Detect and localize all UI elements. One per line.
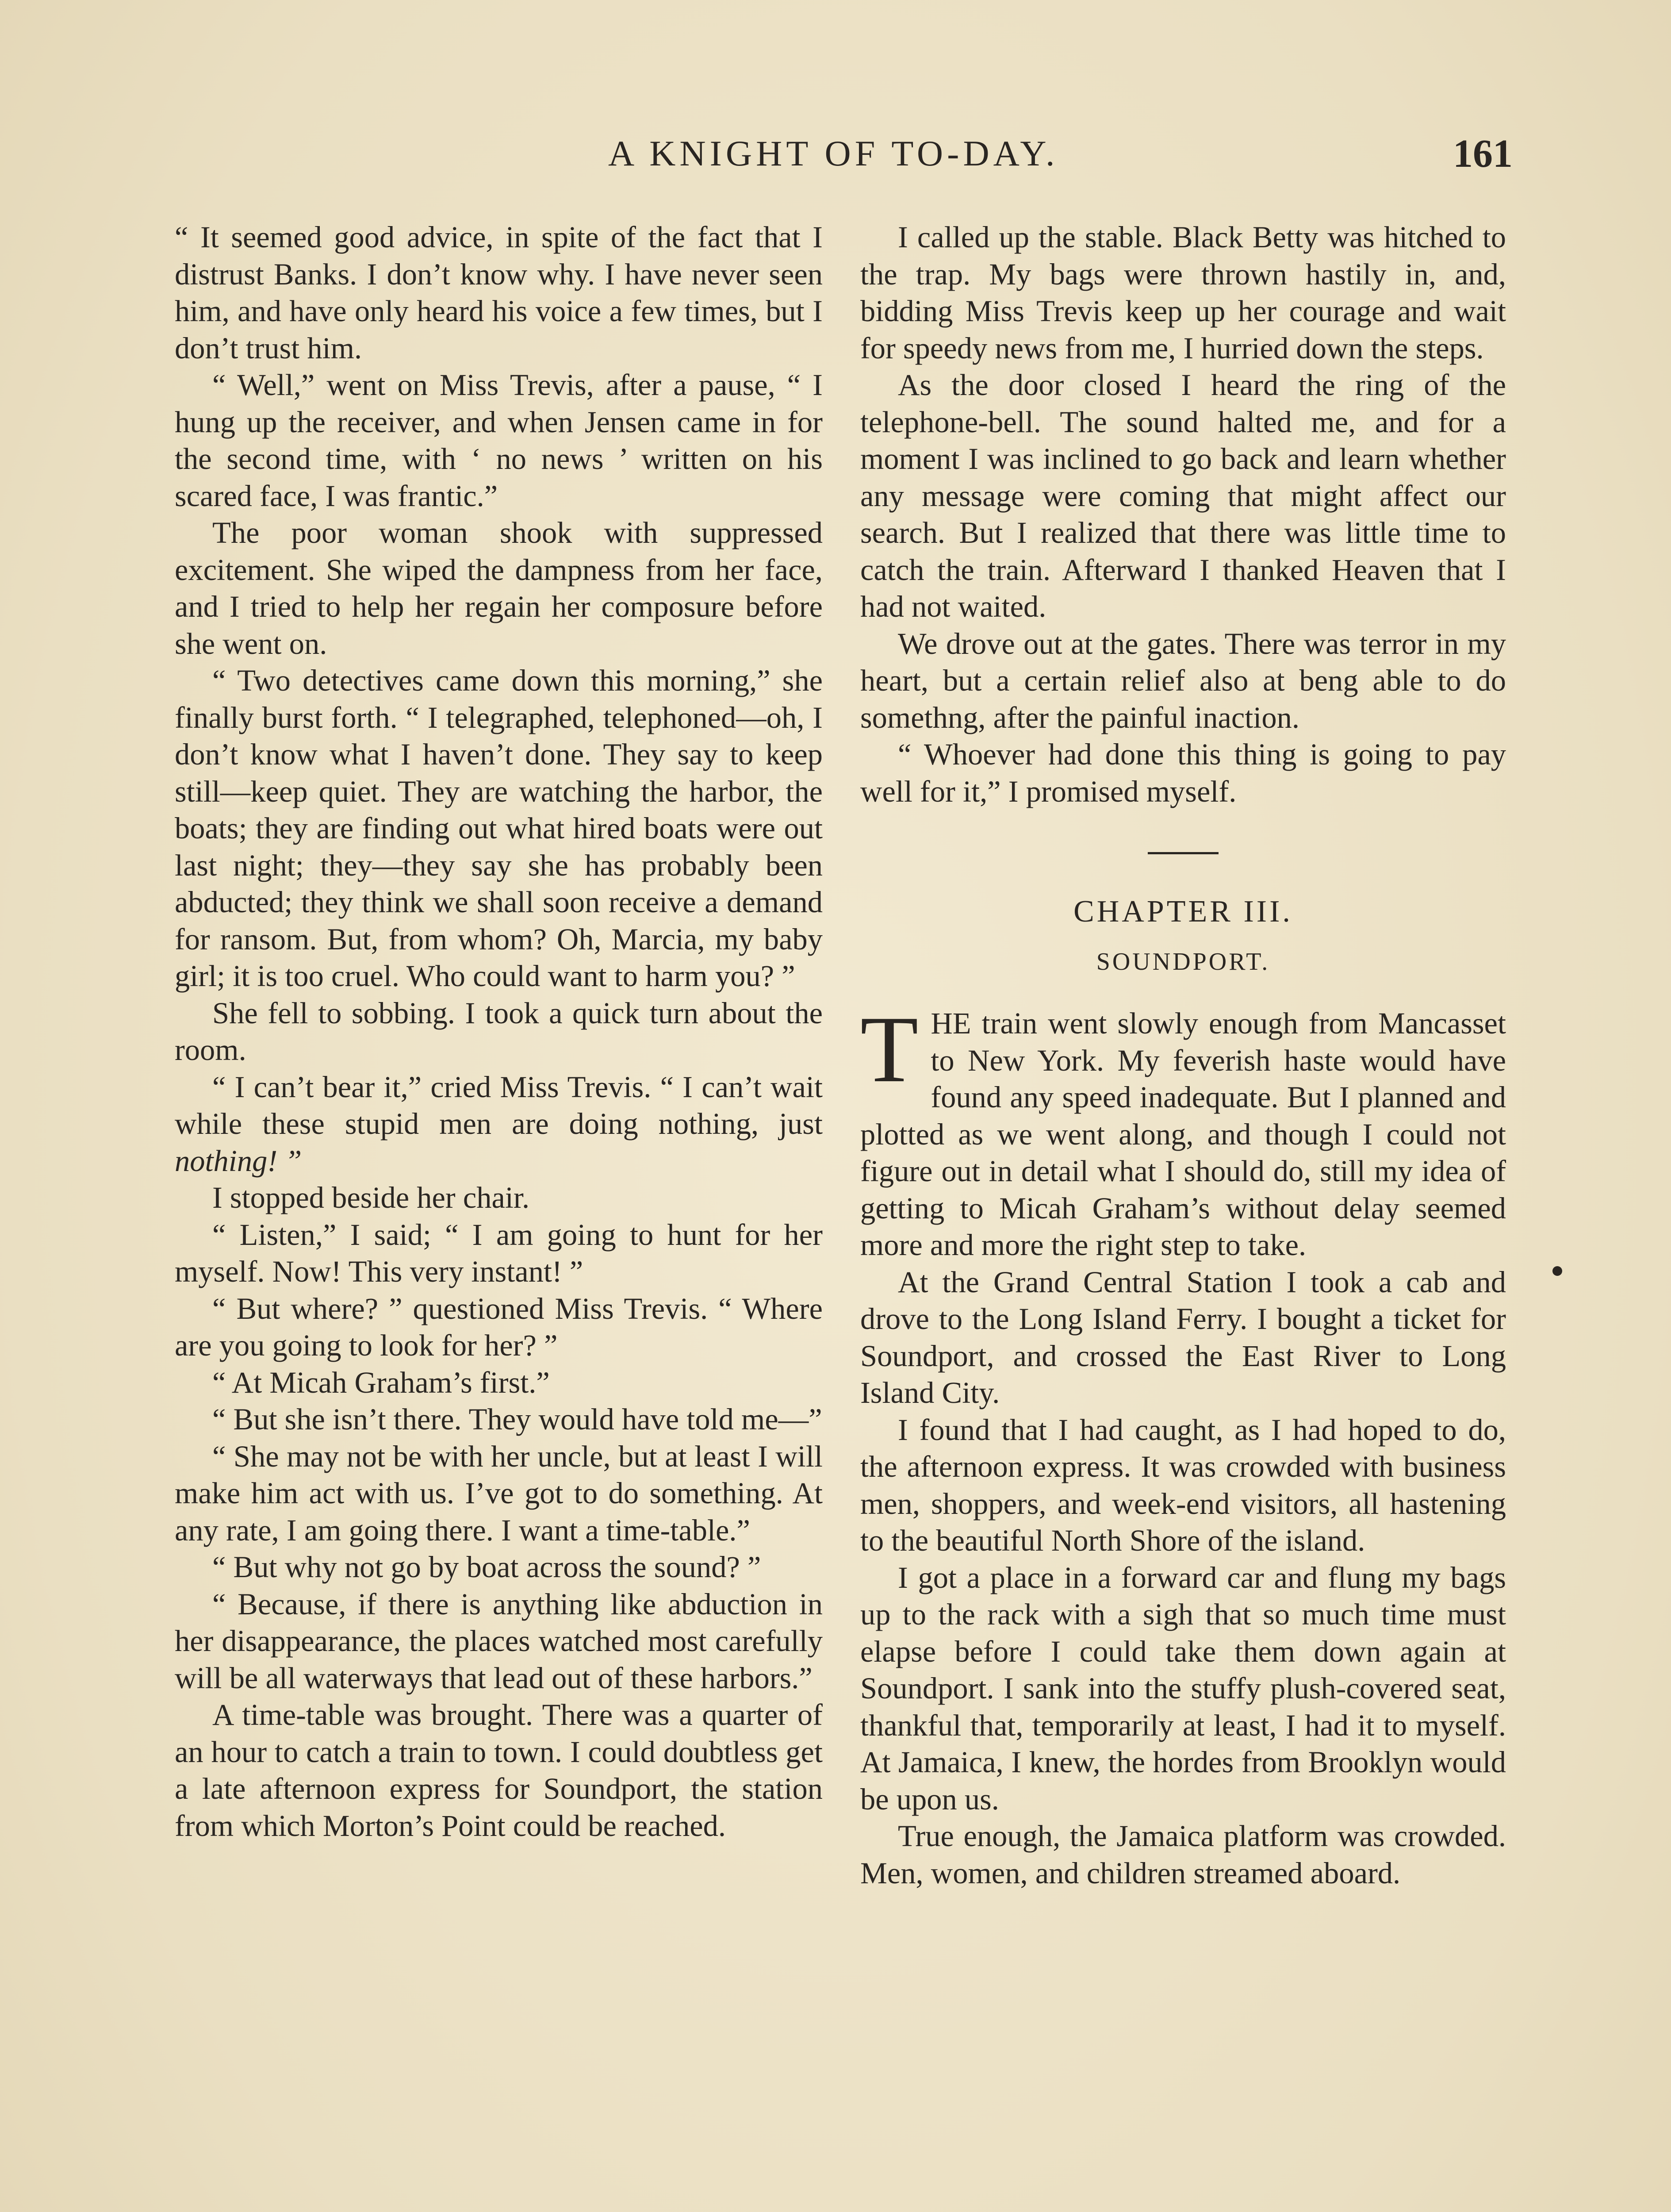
page-number: 161	[1453, 132, 1513, 176]
paragraph: “ Two detectives came down this morning,” she finally burst forth. “ I telegraphed, telephoned—oh, I don’t know what I haven’t done. They say to keep still—keep quiet. They are watching the harbor, the boats; they are finding out what hired boats were out last night; they—they say she has probably been abducted; they think we shall soon receive a demand for ransom. But, from whom? Oh, Marcia, my baby girl; it is too cruel. Who could want to harm you? ”	[175, 664, 823, 993]
running-title: A KNIGHT OF TO-DAY.	[608, 133, 1059, 173]
paragraph: I called up the stable. Black Betty was hitched to the trap. My bags were thrown hastily in, and, bidding Miss Trevis keep up her courage and wait for speedy news from me, I hurried down the steps.	[860, 220, 1506, 365]
paragraph: She fell to sobbing. I took a quick turn about the room.	[175, 996, 823, 1067]
paragraph-text: “ I can’t bear it,” cried Miss Trevis. “ I can’t wait while these stupid men are doing nothing, just	[175, 1070, 823, 1141]
paragraph: At the Grand Central Station I took a cab and drove to the Long Island Ferry. I bought a ticket for Soundport, and crossed the East River to Long Island City.	[860, 1265, 1506, 1409]
paragraph: I stopped beside her chair.	[212, 1181, 530, 1214]
paragraph: “ Well,” went on Miss Trevis, after a pause, “ I hung up the receiver, and when Jensen came in for the second time, with ‘ no news ’ written on his scared face, I was frantic.”	[175, 368, 823, 513]
paragraph: “ Whoever had done this thing is going to pay well for it,” I promised myself.	[860, 737, 1506, 808]
paragraph: A time-table was brought. There was a quarter of an hour to catch a train to town. I could doubtless get a late afternoon express for Soundport, the station from which Morton’s Point could be reached.	[175, 1698, 823, 1843]
italic-emphasis: nothing! ”	[175, 1144, 302, 1178]
paragraph: “ She may not be with her uncle, but at least I will make him act with us. I’ve got to do something. At any rate, I am going there. I want a time-table.”	[175, 1439, 823, 1547]
right-column	[860, 219, 1506, 1892]
section-divider	[1148, 852, 1219, 854]
paragraph: As the door closed I heard the ring of the telephone-bell. The sound halted me, and for a moment I was inclined to go back and learn whether any message were coming that might affect our search. But I realized that there was little time to catch the train. Afterward I thanked Heaven that I had not waited.	[860, 368, 1506, 623]
paragraph-with-italic	[175, 1069, 823, 1180]
left-column	[175, 219, 823, 1844]
paragraph: “ But she isn’t there. They would have told me—”	[212, 1402, 822, 1436]
chapter-opening-paragraph	[860, 996, 1506, 1264]
paragraph: “ Because, if there is anything like abduction in her disappearance, the places watched most carefully will be all waterways that lead out of these harbors.”	[175, 1587, 823, 1695]
ink-speck	[1552, 1266, 1562, 1276]
paragraph-text: HE train went slowly enough from Mancasset to New York. My feverish haste would have found any speed inadequate. But I planned and plotted as we went along, and though I could not figure out in detail what I should do, still my idea of getting to Micah Graham’s without delay seemed more and more the right step to take.	[860, 1006, 1506, 1262]
chapter-subtitle: SOUNDPORT.	[1096, 948, 1270, 975]
paragraph: True enough, the Jamaica platform was crowded. Men, women, and children streamed aboard.	[860, 1819, 1506, 1890]
paragraph: We drove out at the gates. There was terror in my heart, but a certain relief also at beng able to do somethng, after the painful inaction.	[860, 626, 1506, 734]
paragraph: “ But where? ” questioned Miss Trevis. “ Where are you going to look for her? ”	[175, 1291, 823, 1362]
paragraph: “ It seemed good advice, in spite of the fact that I distrust Banks. I don’t know why. I have never seen him, and have only heard his voice a few times, but I don’t trust him.	[175, 220, 823, 365]
page-header	[608, 133, 1513, 195]
paragraph: I got a place in a forward car and flung my bags up to the rack with a sigh that so much time must elapse before I could take them down again at Soundport. I sank into the stuffy plush-covered seat, thankful that, temporarily at least, I had it to myself. At Jamaica, I knew, the hordes from Brooklyn would be upon us.	[860, 1560, 1506, 1816]
paragraph: “ Listen,” I said; “ I am going to hunt for her myself. Now! This very instant! ”	[175, 1217, 823, 1288]
paragraph: The poor woman shook with suppressed excitement. She wiped the dampness from her face, and I tried to help her regain her composure before she went on.	[175, 516, 823, 661]
paragraph: I found that I had caught, as I had hoped to do, the afternoon express. It was crowded with business men, shoppers, and week-end visitors, all hastening to the beautiful North Shore of the island.	[860, 1413, 1506, 1557]
chapter-title: CHAPTER III.	[1073, 895, 1293, 929]
paragraph: “ But why not go by boat across the sound? ”	[212, 1550, 761, 1584]
drop-cap: T	[860, 996, 919, 1102]
paragraph: “ At Micah Graham’s first.”	[212, 1365, 550, 1399]
